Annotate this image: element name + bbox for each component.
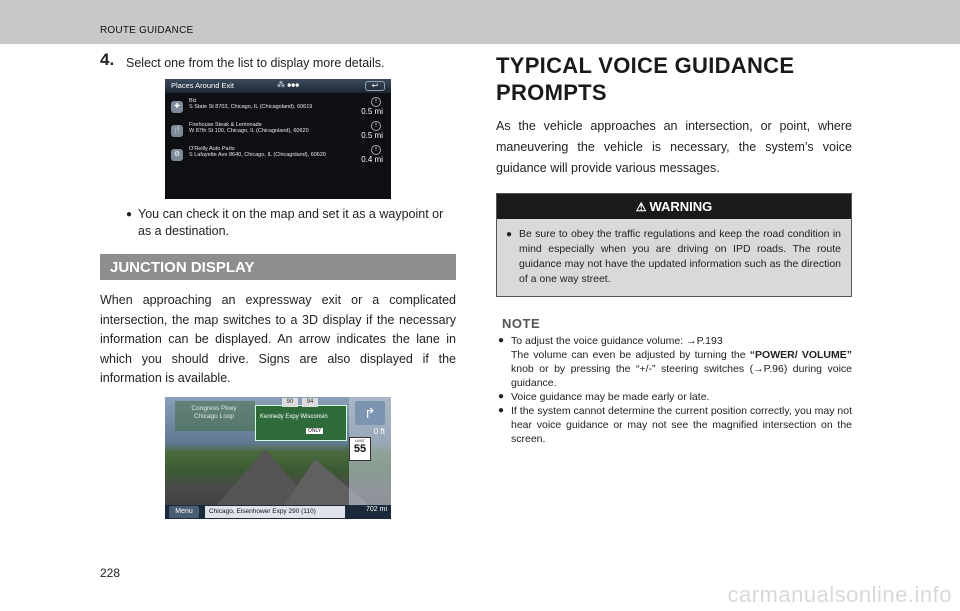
poi-medical-icon: ✚: [171, 101, 183, 113]
sign-text: Kennedy Expy Wisconsin: [260, 413, 328, 420]
bullet-text: You can check it on the map and set it as a waypoint or as a destination.: [138, 207, 444, 238]
right-column: [496, 52, 852, 446]
poi-restaurant-icon: 🍴: [171, 125, 183, 137]
direction-arrow-icon: ↑: [371, 145, 381, 155]
section-header: [100, 254, 456, 280]
note-text: If the system cannot determine the current position correctly, you may not hear voice guidance or may not see the magnified intersection on the screen.: [511, 405, 852, 445]
note-item: [496, 390, 852, 404]
note-text: Voice guidance may be made early or late.: [511, 391, 710, 403]
poi-address: S State St 8703, Chicago, IL (Chicagoland), 60619: [189, 104, 313, 110]
poi-text: [189, 98, 339, 110]
list-item: [165, 97, 391, 121]
speed-limit-value: 55: [353, 442, 367, 455]
page-number: 228: [100, 566, 121, 580]
poi-name: Biz: [189, 98, 197, 104]
poi-distance: 0.5 mi: [361, 131, 383, 140]
note-title: NOTE: [502, 316, 541, 331]
places-around-exit-screenshot: [165, 79, 391, 199]
poi-name: O'Reilly Auto Parts: [189, 146, 235, 152]
list-item: [165, 121, 391, 145]
poi-address: S Lafayette Ave 8640, Chicago, IL (Chicagoland), 60620: [189, 152, 326, 158]
highway-sign: [255, 398, 347, 441]
bullet-icon: ●: [506, 229, 513, 240]
power-volume-knob-label: “POWER/ VOLUME”: [749, 349, 853, 361]
status-icons: ⁂ ⦁⦁⦁: [277, 80, 300, 89]
speed-limit-sign: [349, 437, 371, 461]
direction-arrow-icon: ↑: [371, 121, 381, 131]
list-item: [165, 145, 391, 169]
bullet-icon: ●: [498, 335, 505, 346]
turn-arrow-icon: ↱: [355, 401, 385, 425]
screen-title: Places Around Exit: [171, 81, 234, 90]
current-street: Chicago, Eisenhower Expy 290 (110): [205, 506, 345, 518]
note-line: To adjust the voice guidance volume: →P.193: [511, 335, 723, 347]
watermark: carmanualsonline.info: [727, 582, 952, 607]
note-item: [496, 404, 852, 446]
note-item: [496, 334, 852, 390]
speed-limit-label: LIMIT: [354, 437, 366, 443]
warning-box: [496, 193, 852, 297]
bullet-icon: ●: [498, 391, 505, 402]
bullet-icon: ●: [126, 209, 133, 220]
warning-body: [497, 219, 851, 296]
faded-sign-text: Congress Pkwy Chicago Loop: [191, 404, 237, 420]
route-shield: 90: [282, 398, 298, 407]
bullet-icon: ●: [498, 405, 505, 416]
poi-distance: 0.5 mi: [361, 107, 383, 116]
warning-icon: ⚠: [635, 200, 647, 214]
poi-distance: 0.4 mi: [361, 155, 383, 164]
page-header: [0, 0, 960, 44]
warning-text: Be sure to obey the traffic regulations and keep the road condition in mind especially when you are driving on IPD roads. The route guidance may not have the updated information such as the direction of a one way street.: [519, 228, 841, 285]
left-column: [100, 50, 456, 519]
section-title: JUNCTION DISPLAY: [110, 259, 255, 276]
poi-auto-parts-icon: ⚙: [171, 149, 183, 161]
only-label: ONLY: [308, 427, 322, 434]
step-4: [100, 50, 456, 71]
poi-address: W 87th St 100, Chicago, IL (Chicagoland), 60620: [189, 128, 309, 134]
route-shield: 94: [302, 398, 318, 407]
menu-button: Menu: [169, 506, 199, 518]
screen-title-bar: [165, 79, 391, 93]
step-text: Select one from the list to display more details.: [126, 56, 385, 70]
junction-paragraph: When approaching an expressway exit or a complicated intersection, the map switches to a 3D display if the necessary information can be displayed. An arrow indicates the lane in which you should drive. Signs are also displayed if the information is available.: [100, 293, 456, 385]
poi-name: Firehouse Steak & Lemonade: [189, 122, 262, 128]
junction-display-screenshot: [165, 397, 391, 519]
note-line: knob or by pressing the “+/-” steering switches (→P.96) during voice guidance.: [511, 363, 852, 389]
turn-distance: 0 ft: [373, 426, 385, 436]
step-number: 4.: [100, 50, 115, 69]
intro-paragraph: As the vehicle approaches an intersection, or point, where maneuvering the vehicle is necessary, the system’s voice guidance will provide various messages.: [496, 119, 852, 175]
bullet-item: [100, 206, 456, 240]
section-label: ROUTE GUIDANCE: [100, 25, 194, 36]
poi-text: [189, 122, 339, 134]
warning-header: [497, 194, 851, 219]
screen-bottom-bar: [165, 505, 391, 519]
direction-arrow-icon: ↑: [371, 97, 381, 107]
remaining-distance: 702 mi: [365, 505, 387, 513]
back-icon: ↩: [365, 81, 385, 91]
note-line: The volume can even be adjusted by turning the: [511, 349, 750, 361]
warning-title: WARNING: [649, 199, 713, 214]
poi-text: [189, 146, 339, 158]
page-title: TYPICAL VOICE GUIDANCE PROMPTS: [496, 53, 795, 105]
